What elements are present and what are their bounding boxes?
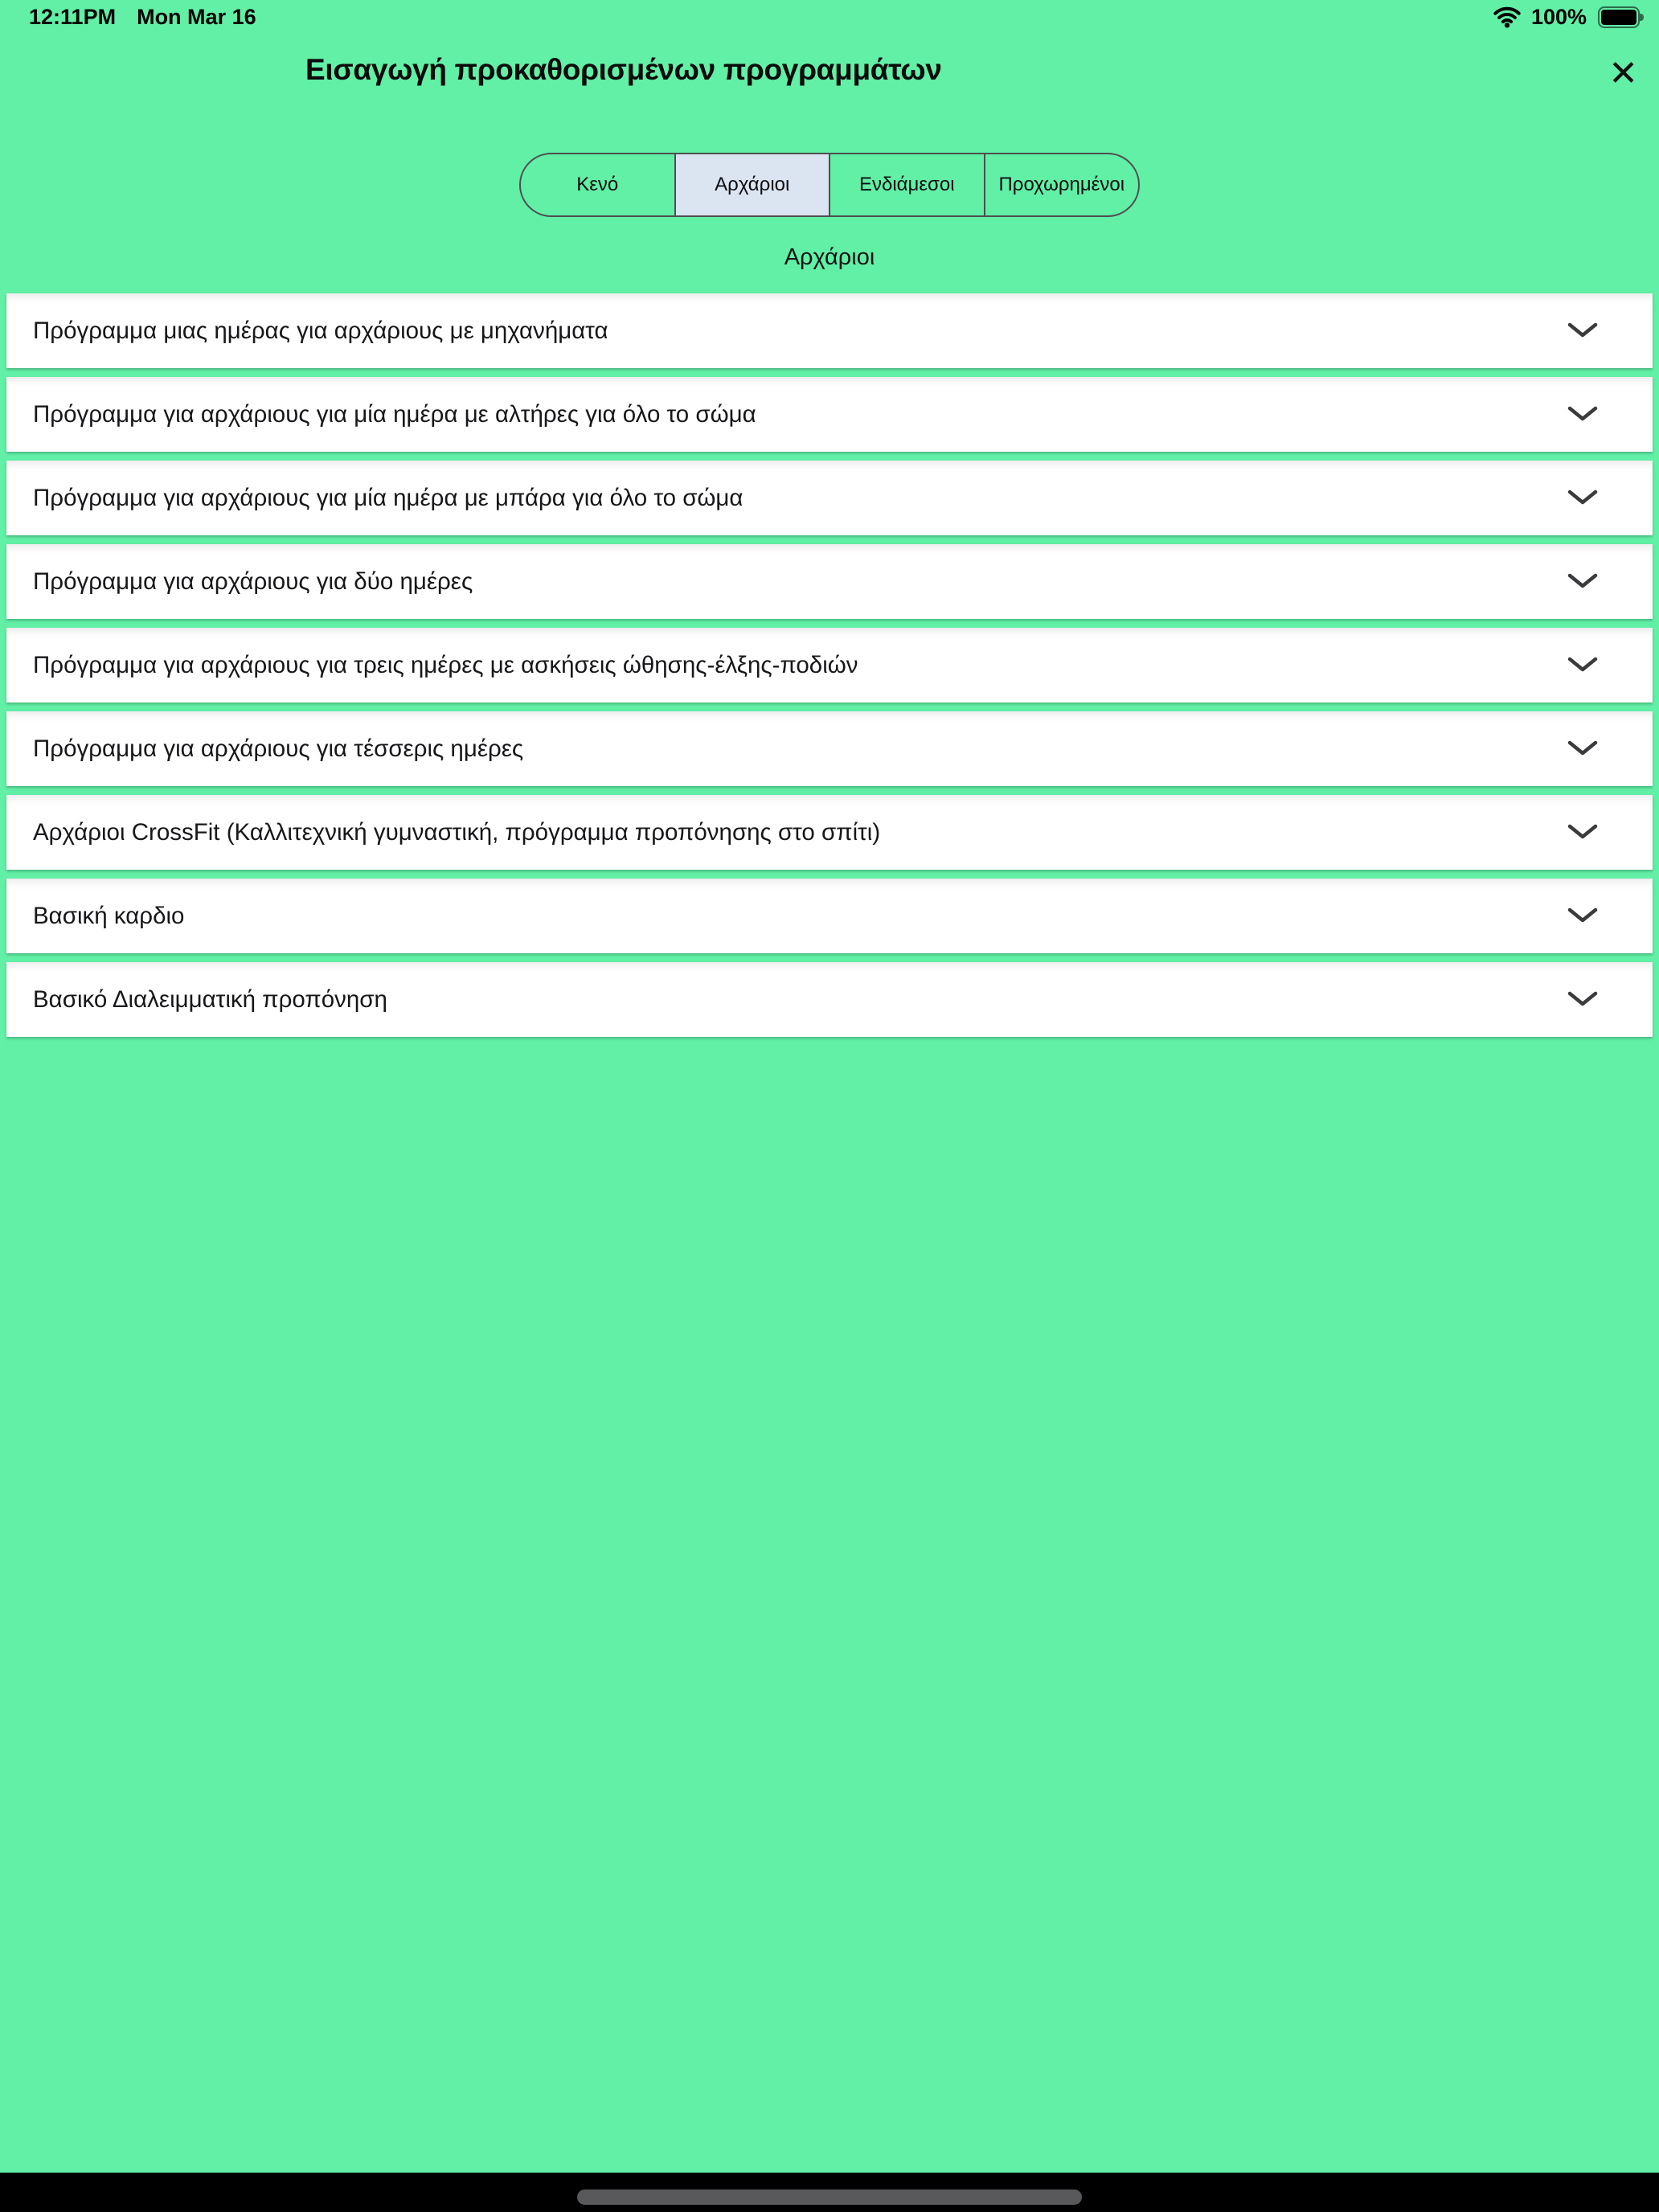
date-text: Mon Mar 16 (137, 5, 256, 29)
program-row[interactable] (6, 377, 1653, 452)
program-title: Πρόγραμμα για αρχάριους για μία ημέρα με αλτήρες για όλο το σώμα (33, 400, 756, 428)
chevron-down-icon (1567, 489, 1598, 508)
bottom-bezel (0, 2173, 1659, 2212)
chevron-down-icon (1567, 322, 1598, 341)
program-row[interactable] (6, 544, 1653, 619)
home-indicator[interactable] (577, 2189, 1082, 2205)
program-title: Πρόγραμμα για αρχάριους για τρεις ημέρες με ασκήσεις ώθησης-έλξης-ποδιών (33, 651, 858, 678)
tab-intermediate[interactable]: Ενδιάμεσοι (830, 154, 985, 215)
chevron-down-icon (1567, 907, 1598, 926)
program-title: Βασικό Διαλειμματική προπόνηση (33, 985, 387, 1013)
chevron-down-icon (1567, 656, 1598, 675)
clock-text: 12:11PM (29, 5, 117, 29)
program-title: Πρόγραμμα για αρχάριους για μία ημέρα με μπάρα για όλο το σώμα (33, 484, 743, 511)
program-title: Πρόγραμμα για αρχάριους για δύο ημέρες (33, 567, 473, 595)
program-row[interactable] (6, 628, 1653, 703)
program-row[interactable] (6, 293, 1653, 368)
program-list (0, 293, 1659, 1046)
battery-full-icon (1598, 6, 1640, 28)
program-row[interactable] (6, 711, 1653, 786)
page-title: Εισαγωγή προκαθορισμένων προγραμμάτων (305, 53, 942, 86)
tab-advanced[interactable]: Προχωρημένοι (998, 174, 1125, 195)
wifi-icon (1493, 6, 1522, 28)
program-title: Βασική καρδιο (33, 902, 185, 929)
chevron-down-icon (1567, 823, 1598, 842)
tab-beginners[interactable]: Αρχάριοι (676, 154, 831, 215)
chevron-down-icon (1567, 572, 1598, 592)
chevron-down-icon (1567, 739, 1598, 759)
level-segmented-control (519, 153, 1140, 217)
battery-percent-text: 100% (1530, 5, 1587, 29)
program-title: Αρχάριοι CrossFit (Καλλιτεχνική γυμναστική, πρόγραμμα προπόνησης στο σπίτι) (33, 818, 881, 846)
status-bar (0, 0, 1659, 35)
status-left (29, 5, 256, 30)
tab-empty[interactable]: Κενό (521, 154, 676, 215)
close-button[interactable]: ✕ (1608, 53, 1638, 94)
section-label: Αρχάριοι (784, 244, 875, 270)
program-row[interactable] (6, 795, 1653, 870)
program-title: Πρόγραμμα μιας ημέρας για αρχάριους με μηχανήματα (33, 317, 608, 344)
program-row[interactable] (6, 962, 1653, 1037)
chevron-down-icon (1567, 990, 1598, 1010)
program-title: Πρόγραμμα για αρχάριους για τέσσερις ημέρες (33, 735, 524, 762)
status-right (1493, 5, 1640, 30)
program-row[interactable] (6, 879, 1653, 953)
program-row[interactable] (6, 461, 1653, 535)
chevron-down-icon (1567, 405, 1598, 424)
